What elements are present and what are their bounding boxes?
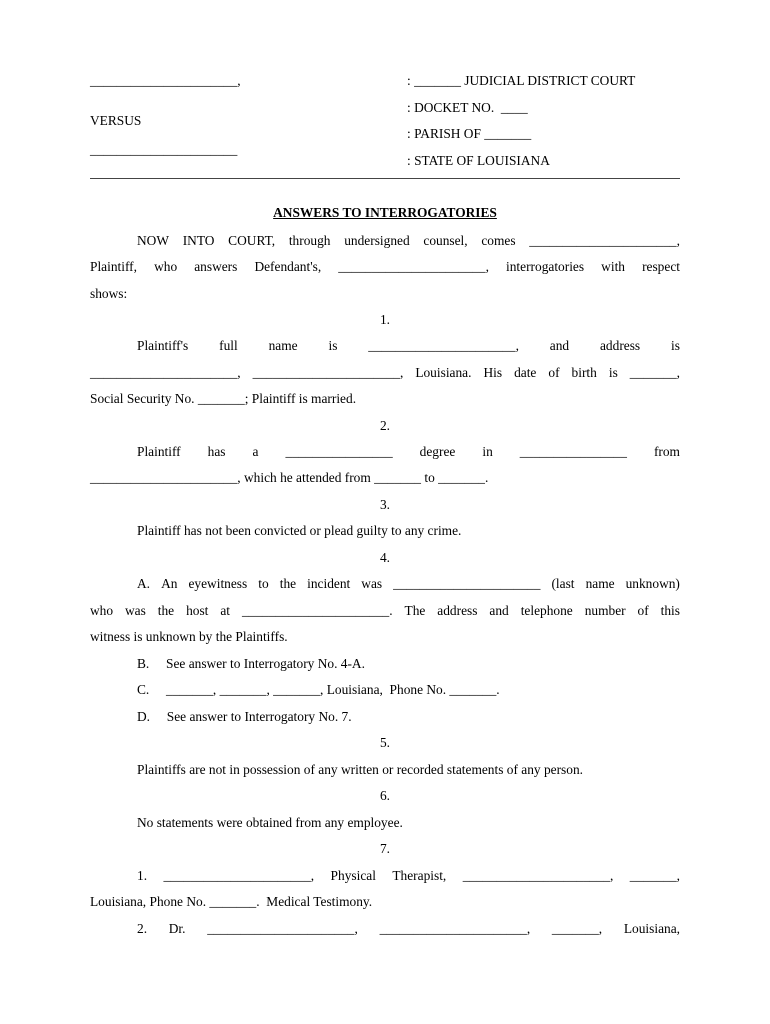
answer-2-line-1: Plaintiff has a ________________ degree in ________________ from (137, 444, 680, 459)
plaintiff-name-blank: ______________________, (90, 73, 241, 88)
answer-6: No statements were obtained from any employee. (137, 815, 403, 830)
answer-4a-line-3: witness is unknown by the Plaintiffs. (90, 629, 288, 644)
section-number-2: 2. (379, 418, 391, 433)
docket-line: : DOCKET NO. ____ (407, 100, 528, 115)
intro-line-3: shows: (90, 286, 128, 301)
intro-line-2: Plaintiff, who answers Defendant's, ______________________, interrogatories with respect (90, 259, 680, 274)
section-number-1: 1. (379, 312, 391, 327)
parish-line: : PARISH OF _______ (407, 126, 532, 141)
answer-5: Plaintiffs are not in possession of any written or recorded statements of any person. (137, 762, 584, 777)
answer-1-line-3: Social Security No. _______; Plaintiff is married. (90, 391, 357, 406)
court-line: : _______ JUDICIAL DISTRICT COURT (407, 73, 636, 88)
state-line: : STATE OF LOUISIANA (407, 153, 550, 168)
answer-1-line-2: ______________________, ______________________, Louisiana. His date of birth is _______, (90, 365, 680, 380)
document-title: ANSWERS TO INTERROGATORIES (273, 205, 497, 220)
caption-divider (90, 178, 680, 179)
answer-7-item-1-line-2: Louisiana, Phone No. _______. Medical Testimony. (90, 894, 373, 909)
section-number-3: 3. (379, 497, 391, 512)
section-number-4: 4. (379, 550, 391, 565)
answer-4d: D. See answer to Interrogatory No. 7. (137, 709, 352, 724)
answer-4b: B. See answer to Interrogatory No. 4-A. (137, 656, 365, 671)
section-number-5: 5. (379, 735, 391, 750)
answer-3: Plaintiff has not been convicted or plead guilty to any crime. (137, 523, 462, 538)
defendant-name-blank: ______________________ (90, 142, 238, 157)
answer-7-item-1-line-1: 1. ______________________, Physical Therapist, ______________________, _______, (137, 868, 680, 883)
section-number-7: 7. (379, 841, 391, 856)
answer-4a-line-2: who was the host at ______________________. The address and telephone number of this (90, 603, 680, 618)
answer-4a-line-1: A. An eyewitness to the incident was ______________________ (last name unknown) (137, 576, 680, 591)
answer-2-line-2: ______________________, which he attended from _______ to _______. (90, 470, 489, 485)
section-number-6: 6. (379, 788, 391, 803)
answer-4c: C. _______, _______, _______, Louisiana, Phone No. _______. (137, 682, 500, 697)
answer-1-line-1: Plaintiff's full name is ______________________, and address is (137, 338, 680, 353)
answer-7-item-2-line-1: 2. Dr. ______________________, ______________________, _______, Louisiana, (137, 921, 680, 936)
intro-line-1: NOW INTO COURT, through undersigned counsel, comes ______________________, (137, 233, 680, 248)
versus-label: VERSUS (90, 113, 142, 128)
